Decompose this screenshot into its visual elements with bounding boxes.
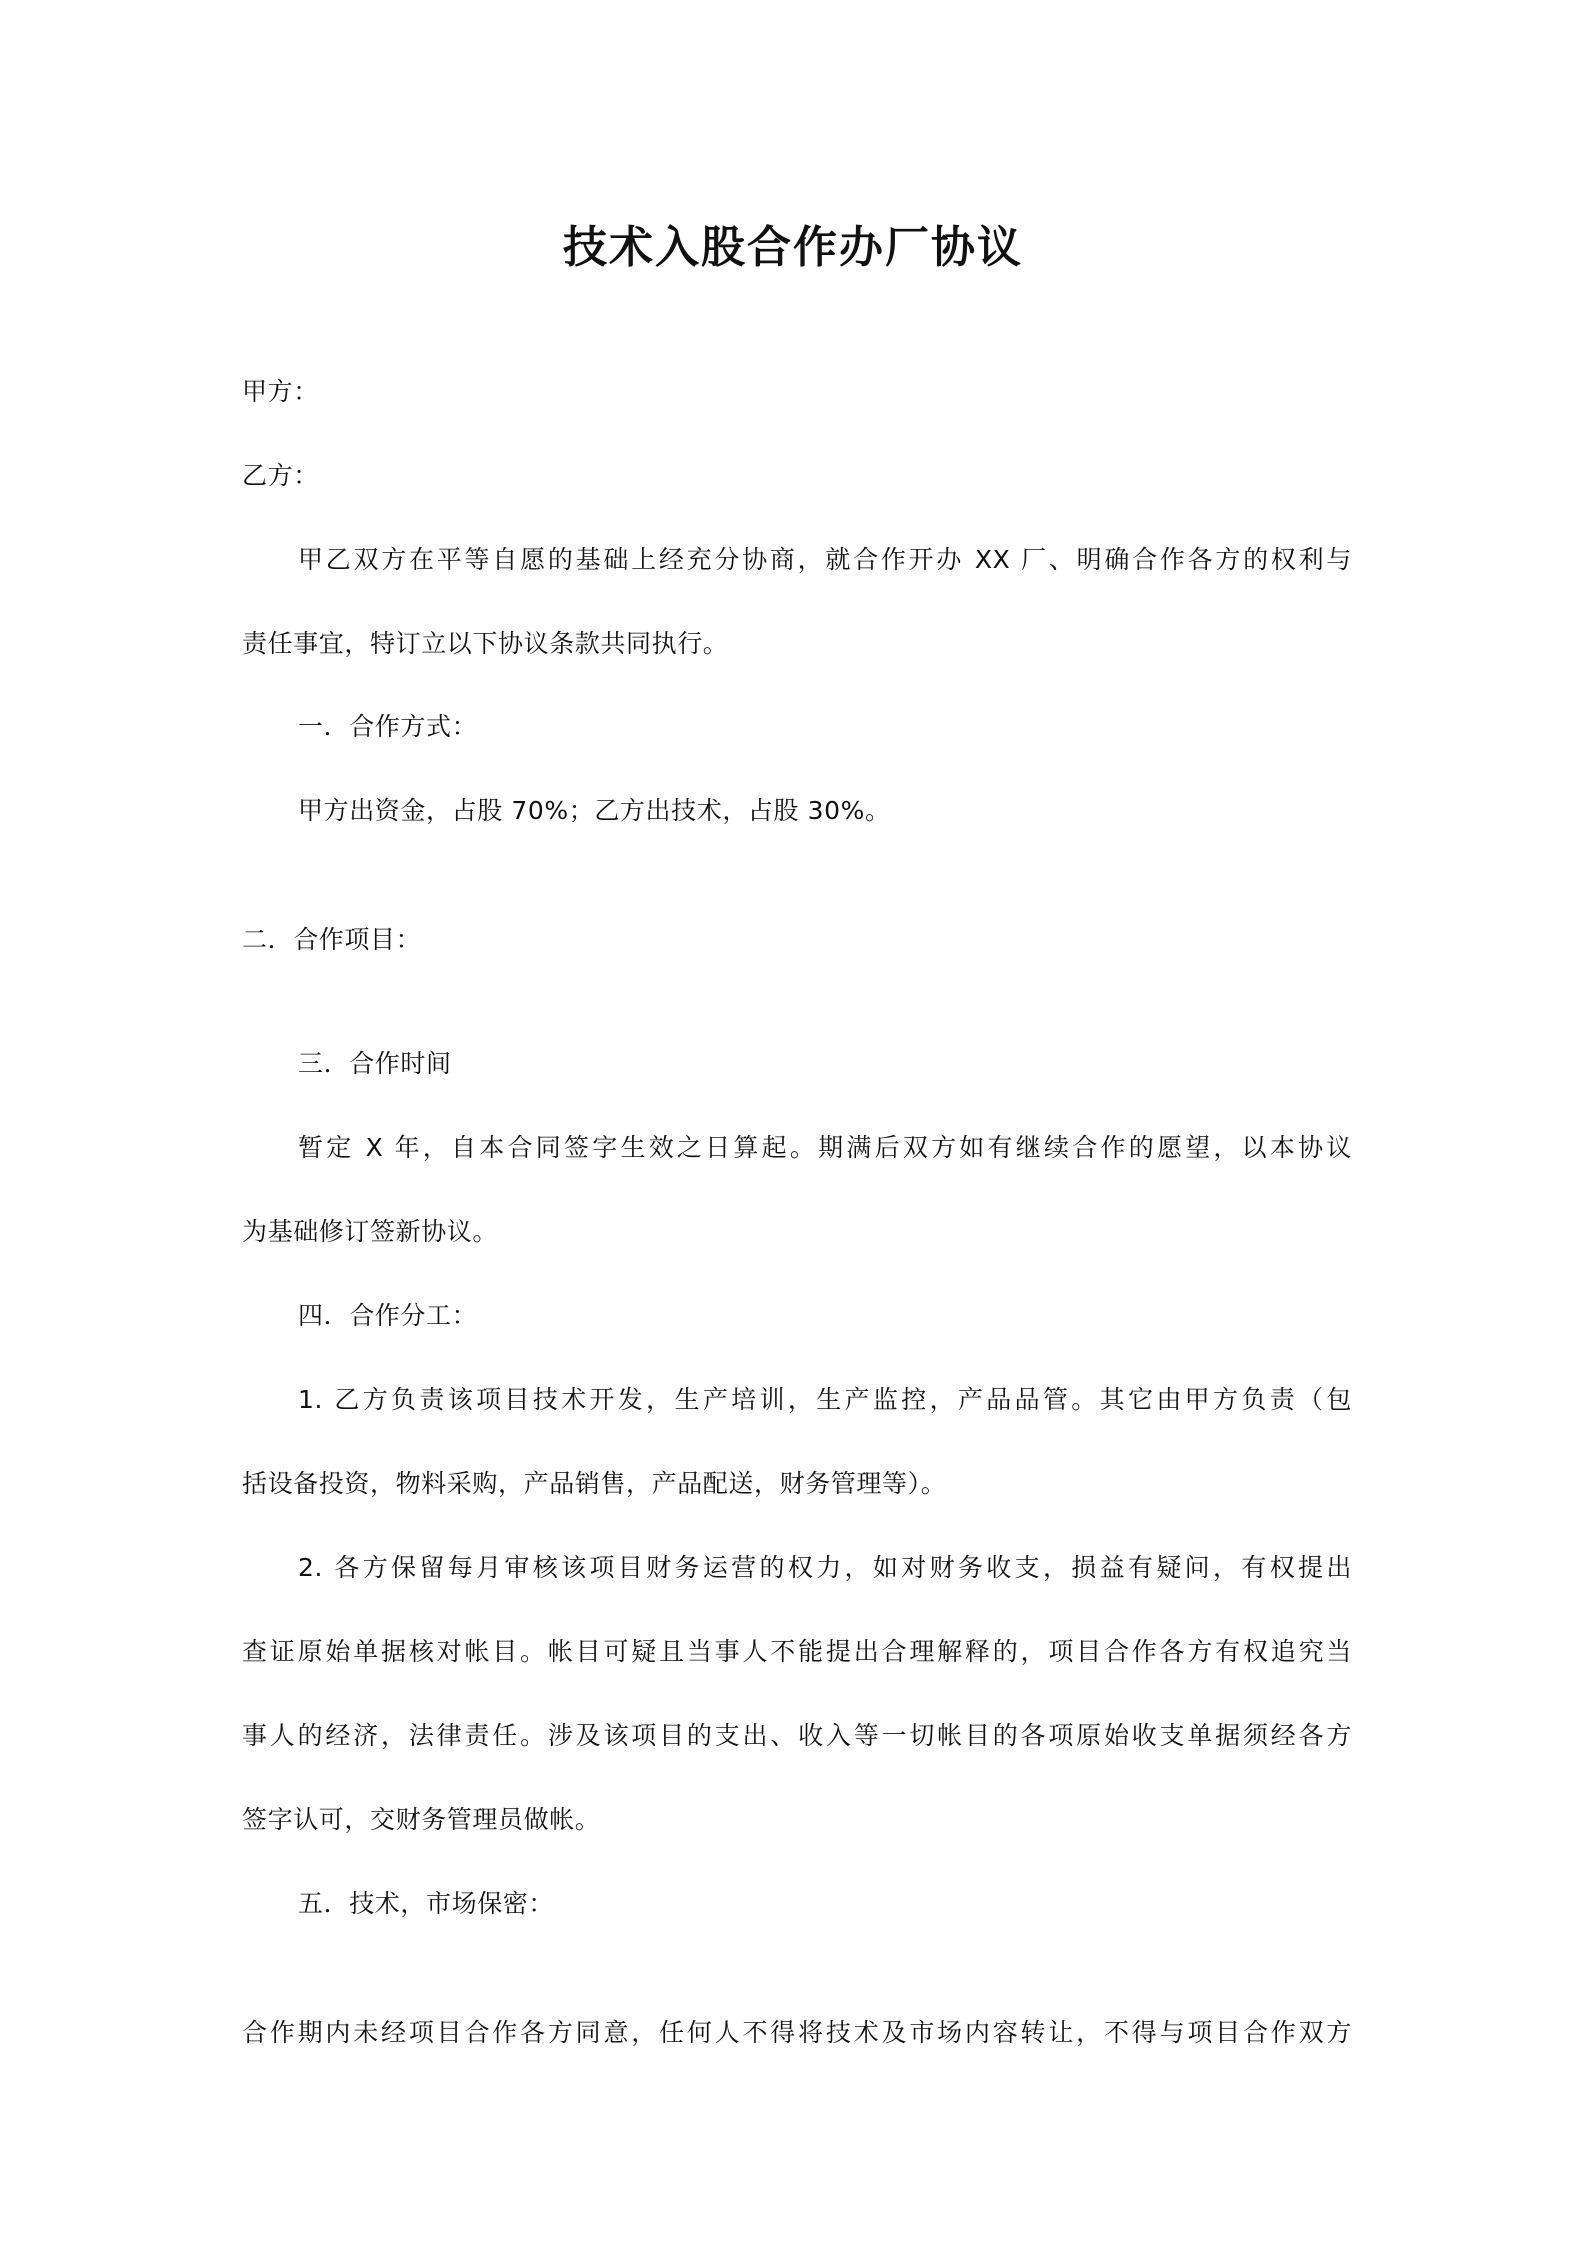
document-title: 技术入股合作办厂协议 [563, 222, 1023, 273]
section3-heading: 三．合作时间 [298, 1049, 452, 1078]
section3-body-line-2: 为基础修订签新协议。 [242, 1217, 499, 1246]
section5-heading: 五．技术，市场保密： [298, 1889, 555, 1918]
section4-item2-line-4: 签字认可，交财务管理员做帐。 [242, 1805, 601, 1834]
section1-body: 甲方出资金，占股 70%；乙方出技术，占股 30%。 [298, 796, 891, 825]
section4-item2-line-2: 查证原始单据核对帐目。帐目可疑且当事人不能提出合理解释的，项目合作各方有权追究当 [242, 1637, 1352, 1666]
section2-heading: 二．合作项目： [242, 925, 422, 954]
intro-line-2: 责任事宜，特订立以下协议条款共同执行。 [242, 629, 729, 658]
party-a-label: 甲方： [242, 377, 319, 406]
section4-item1-line-1: 1. 乙方负责该项目技术开发，生产培训，生产监控，产品品管。其它由甲方负责（包 [298, 1385, 1352, 1414]
section4-item1-line-2: 括设备投资，物料采购，产品销售，产品配送，财务管理等）。 [242, 1469, 947, 1498]
section4-heading: 四．合作分工： [298, 1301, 478, 1330]
intro-line-1: 甲乙双方在平等自愿的基础上经充分协商，就合作开办 XX 厂、明确合作各方的权利与 [298, 545, 1352, 574]
section4-item2-line-3: 事人的经济，法律责任。涉及该项目的支出、收入等一切帐目的各项原始收支单据须经各方 [242, 1721, 1352, 1750]
section4-item2-line-1: 2. 各方保留每月审核该项目财务运营的权力，如对财务收支，损益有疑问，有权提出 [298, 1553, 1352, 1582]
party-b-label: 乙方： [242, 461, 319, 490]
section1-heading: 一．合作方式： [298, 712, 478, 741]
section3-body-line-1: 暂定 X 年，自本合同签字生效之日算起。期满后双方如有继续合作的愿望，以本协议 [298, 1133, 1352, 1162]
section5-body-line-1: 合作期内未经项目合作各方同意，任何人不得将技术及市场内容转让，不得与项目合作双方 [242, 2018, 1352, 2047]
